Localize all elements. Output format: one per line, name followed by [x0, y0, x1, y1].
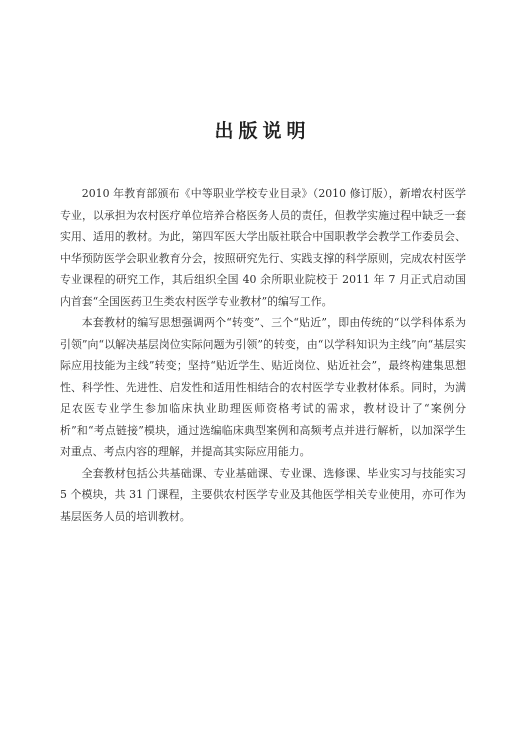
paragraph-3: 全套教材包括公共基础课、专业基础课、专业课、选修课、毕业实习与技能实习 5 个模块，共 31 门课程，主要供农村医学专业及其他医学相关专业使用，亦可作为基层医务人员的培训教材。 [60, 466, 466, 523]
body-text [60, 183, 466, 527]
page-title: 出版说明 [214, 120, 311, 142]
paragraph-2: 本套教材的编写思想强调两个“转变”、三个“贴近”，即由传统的“以学科体系为引领”向“以解决基层岗位实际问题为引领”的转变，由“以学科知识为主线”向“基层实际应用技能为主线”转变；坚持“贴近学生、贴近岗位、贴近社会”，最终构建集思想性、科学性、先进性、启发性和适用性相结合的农村医学专业教材体系。同时，为满足农医专业学生参加临床执业助理医师资格考试的需求，教材设计了“案例分析”和“考点链接”模块，通过选编临床典型案例和高频考点并进行解析，以加深学生对重点、考点内容的理解，并提高其实际应用能力。 [60, 316, 466, 458]
paragraph-1: 2010 年教育部颁布《中等职业学校专业目录》（2010 修订版），新增农村医学专业，以承担为农村医疗单位培养合格医务人员的责任，但教学实施过程中缺乏一套实用、适用的教材。为此，第四军医大学出版社联合中国职教学会教学工作委员会、中华预防医学会职业教育分会，按照研究先行、实践支撑的科学原则，完成农村医学专业课程的研究工作，其后组织全国 40 余所职业院校于 2011 年 7 月正式启动国内首套“全国医药卫生类农村医学专业教材”的编写工作。 [60, 187, 466, 308]
